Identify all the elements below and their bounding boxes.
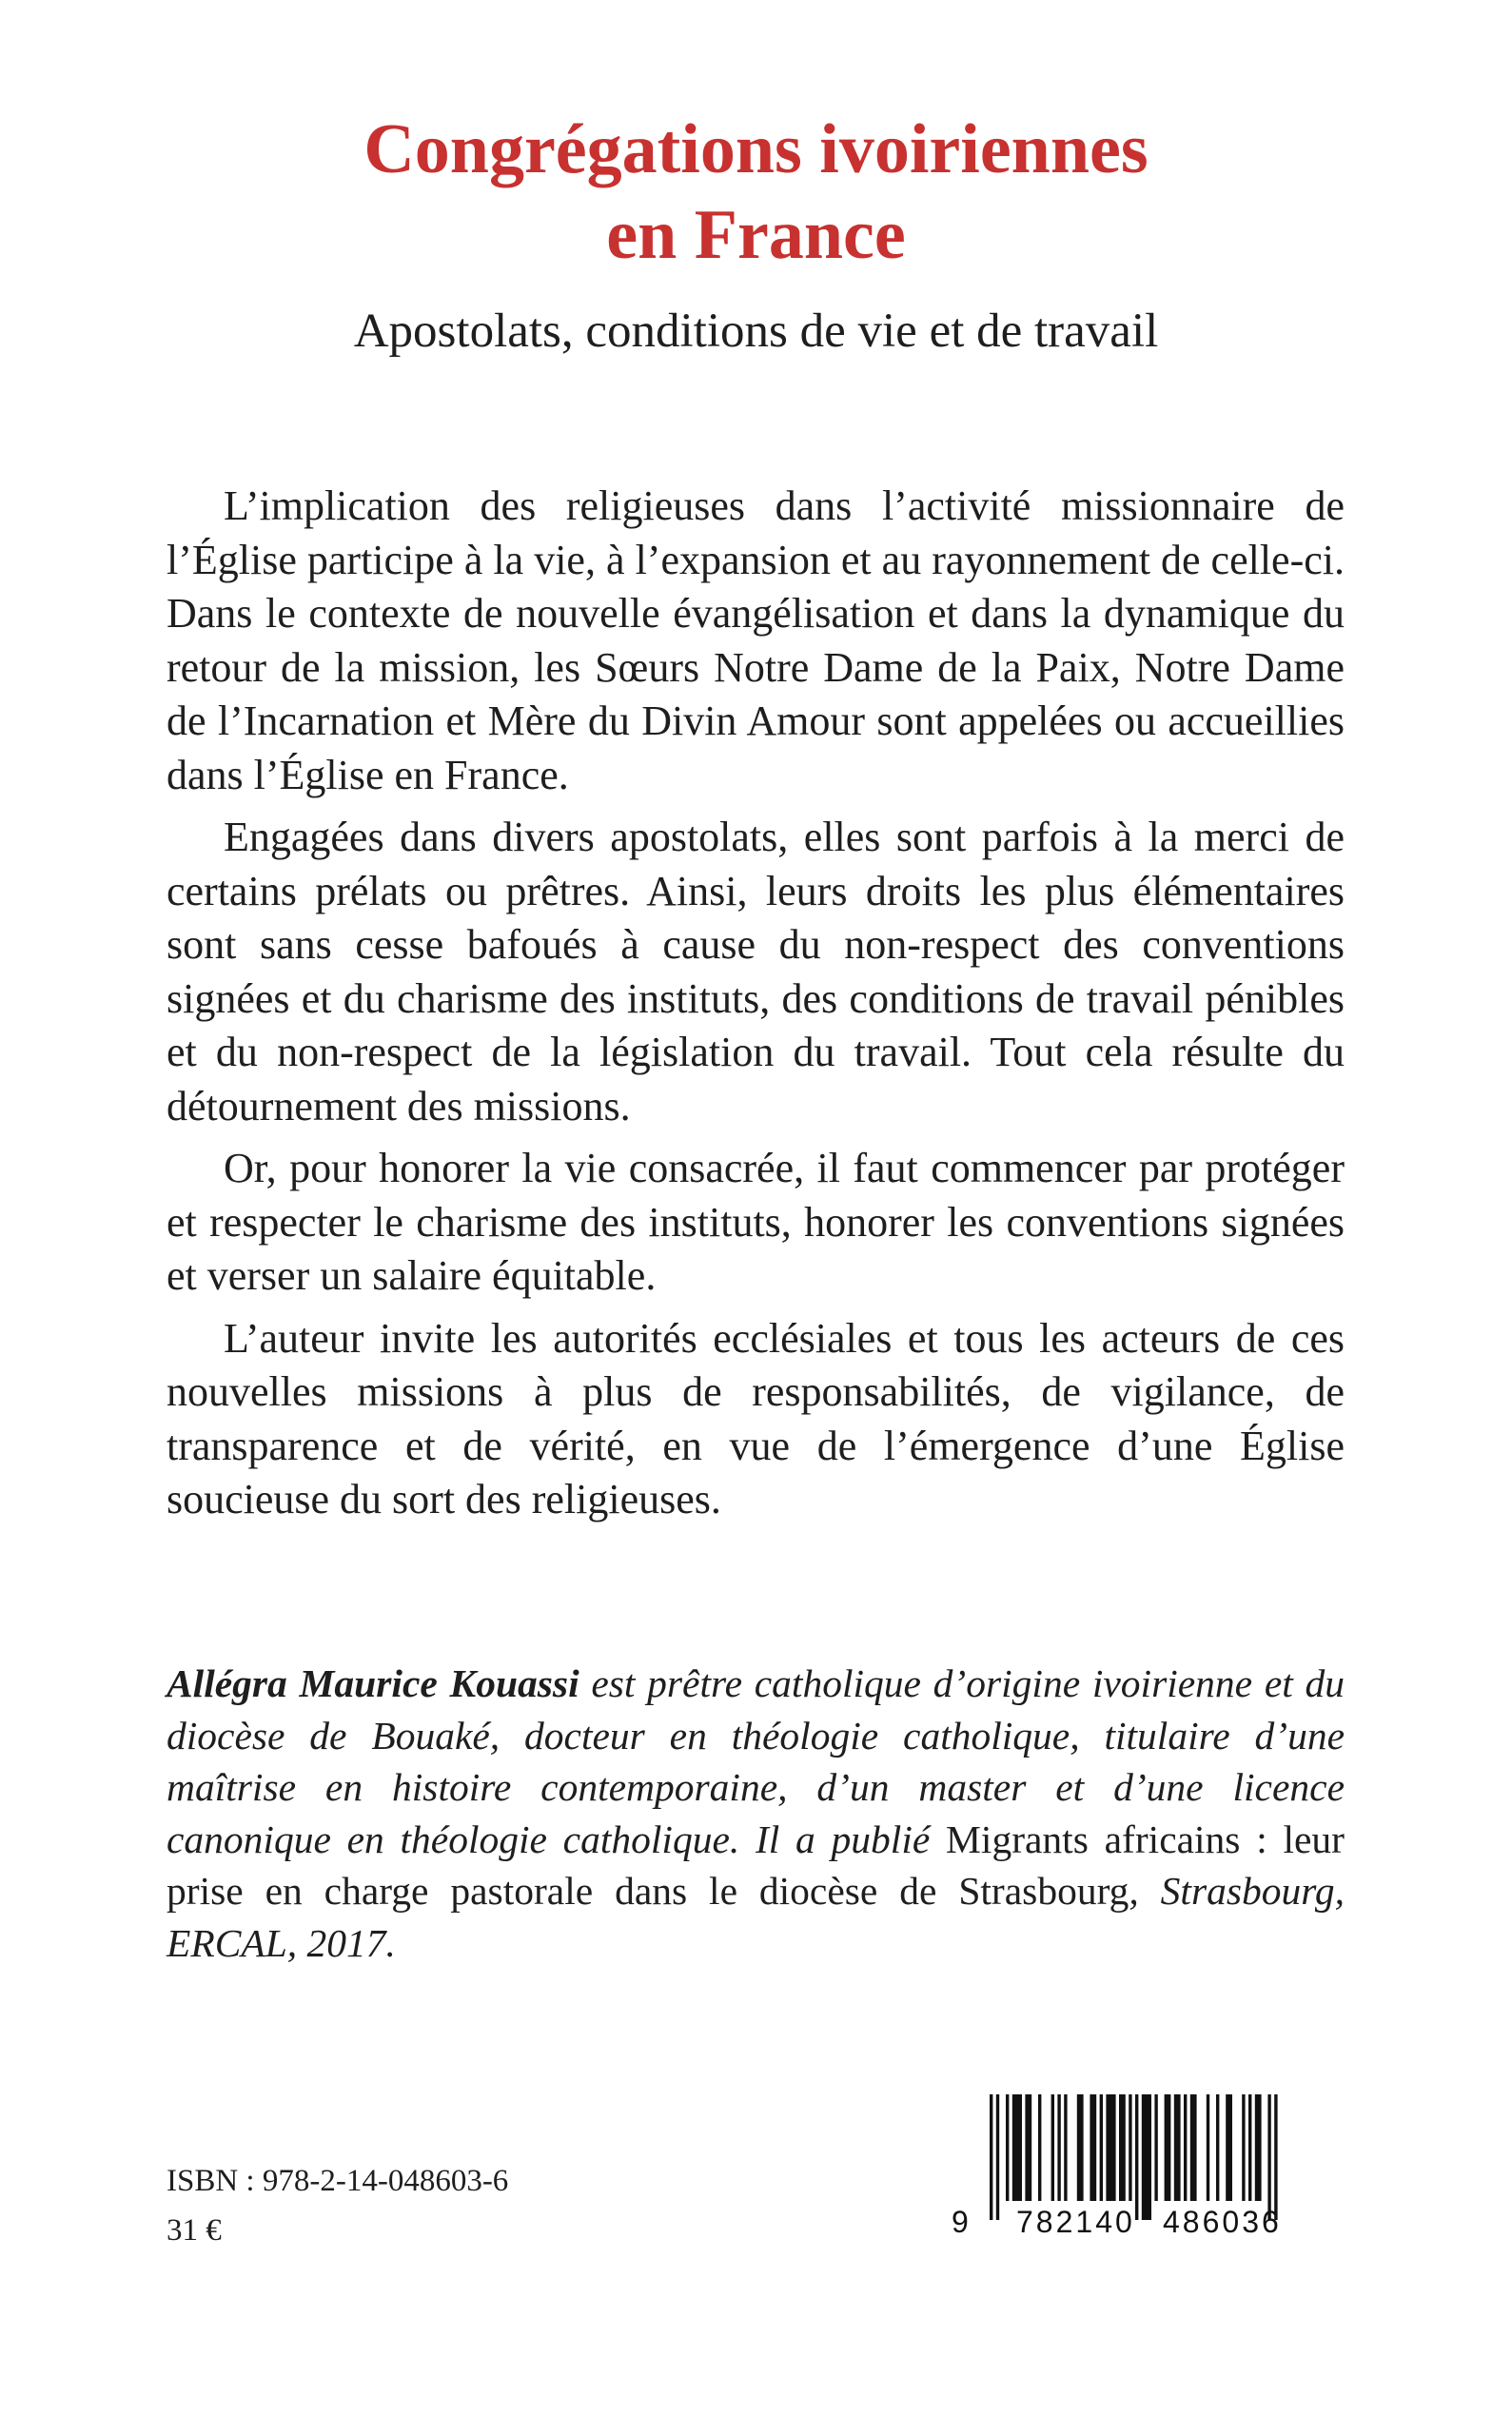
book-title-line-2: en France: [606, 196, 906, 274]
barcode-right-group: 486036: [1163, 2205, 1282, 2239]
blurb-paragraph-4: L’auteur invite les autorités ecclésiales et tous les acteurs de ces nouvelles missions à plus de responsabilités, de vigilance, de transparence et de vérité, en vue de l’émergence d’une Église soucieuse du sort des religieuses.: [167, 1314, 1345, 1522]
previous-book-publication: , Strasbourg, ERCAL, 2017.: [167, 1869, 1345, 1965]
barcode-first-digit: 9: [952, 2205, 969, 2239]
isbn-number: ISBN : 978-2-14-048603-6: [167, 2164, 509, 2198]
barcode-digits: [952, 2205, 1325, 2247]
author-name: Allégra Maurice Kouassi: [167, 1661, 579, 1705]
blurb-paragraph-3: Or, pour honorer la vie consacrée, il faut commencer par protéger et respecter le charisme des instituts, honorer les conventions signées et verser un salaire équitable.: [167, 1145, 1345, 1299]
back-cover-blurb: [167, 480, 1345, 1536]
book-title-line-1: Congrégations ivoiriennes: [363, 110, 1149, 188]
book-title: [0, 107, 1512, 278]
author-bio-text: est prêtre catholique d’origine ivoirienne et du diocèse de Bouaké, docteur en théologie catholique, titulaire d’une maîtrise en histoire contemporaine, d’un master et d’une licence canonique en théologie catholique. Il a publié: [167, 1661, 1345, 1861]
barcode-left-group: 782140: [1016, 2205, 1135, 2239]
price: 31 €: [167, 2213, 222, 2248]
blurb-paragraph-2: Engagées dans divers apostolats, elles sont parfois à la merci de certains prélats ou prêtres. Ainsi, leurs droits les plus élémentaires sont sans cesse bafoués à cause du non-respect des conventions signées et du charisme des instituts, des conditions de travail pénibles et du non-respect de la législation du travail. Tout cela résulte du détournement des missions.: [167, 814, 1345, 1129]
blurb-paragraph-1: L’implication des religieuses dans l’activité missionnaire de l’Église participe à la vie, à l’expansion et au rayonnement de celle-ci. Dans le contexte de nouvelle évangélisation et dans la dynamique du retour de la mission, les Sœurs Notre Dame de la Paix, Notre Dame de l’Incarnation et Mère du Divin Amour sont appelées ou accueillies dans l’Église en France.: [167, 482, 1345, 798]
book-subtitle: Apostolats, conditions de vie et de travail: [353, 304, 1159, 358]
author-biography: [167, 1658, 1345, 1969]
barcode: [952, 2089, 1325, 2250]
previous-book-title: Migrants africains : leur prise en charge pastorale dans le diocèse de Strasbourg: [167, 1817, 1345, 1913]
